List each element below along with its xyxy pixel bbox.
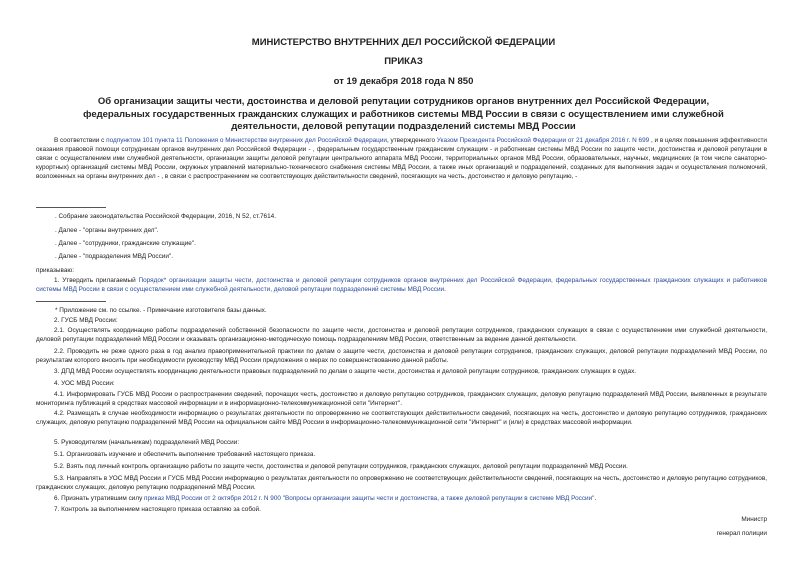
footnote: . Далее - "органы внутренних дел". xyxy=(55,227,159,234)
item-5-1: 5.1. Организовать изучение и обеспечить выполнение требований настоящего приказа. xyxy=(54,451,316,458)
item-2-2: 2.2. Проводить не реже одного раза в год анализ правоприменительной практики по делам о защите чести, достоинства и деловой репутации сотрудников, гражданских служащих, деловой репутации подразделений МВД России, по результатам которого вносить при необходимости руководству МВД России предложения о мерах по совершенствованию данной работы. xyxy=(36,348,767,364)
item-6-text: 6. Признать утратившим силу xyxy=(54,495,145,502)
preamble-link-decree[interactable]: Указом Президента Российской Федерации от 21 декабря 2016 г. N 699 xyxy=(436,137,650,144)
ministry-heading: МИНИСТЕРСТВО ВНУТРЕННИХ ДЕЛ РОССИЙСКОЙ ФЕДЕРАЦИИ xyxy=(251,37,556,48)
preamble-text-2: , утвержденного xyxy=(386,137,437,144)
item-6-end: . xyxy=(594,495,597,502)
item-6 xyxy=(36,494,767,503)
item-7: 7. Контроль за выполнением настоящего приказа оставляю за собой. xyxy=(54,506,261,513)
document-title: Об организации защиты чести, достоинства и деловой репутации сотрудников органов внутренних дел Российской Федерации, федеральных государственных гражданских служащих и работников системы МВД России в связи с осуществлением ими служебной деятельности, деловой репутации подразделений системы МВД России xyxy=(83,96,724,132)
item-1-link-procedure[interactable]: Порядок* организации защиты чести, достоинства и деловой репутации сотрудников органов внутренних дел Российской Федерации, федеральных государственных гражданских служащих и работников системы МВД России в связи с осуществлением ими служебной деятельности, деловой репутации подразделений системы МВД России xyxy=(36,277,767,293)
document-date-number: от 19 декабря 2018 года N 850 xyxy=(333,76,474,87)
document-type: ПРИКАЗ xyxy=(384,56,423,67)
footnote-divider xyxy=(36,301,106,302)
order-phrase: приказываю: xyxy=(36,267,74,274)
item-5-2: 5.2. Взять под личный контроль организацию работы по защите чести, достоинства и деловой репутации сотрудников, гражданских служащих, деловой репутации подразделений МВД России. xyxy=(54,463,628,470)
signature-title: Министр xyxy=(741,516,767,523)
signature-rank: генерал полиции xyxy=(716,530,767,537)
item-4-2: 4.2. Размещать в случае необходимости информацию о результатах деятельности по опровержению не соответствующих действительности сведений, посягающих на честь, достоинство и деловую репутацию сотрудников, гражданских служащих, деловую репутацию подразделений МВД России на официальном сайте МВД России в информационно-телекоммуникационной сети "Интернет" и (или) в средствах массовой информации. xyxy=(36,410,767,426)
preamble-link-regulation[interactable]: подпунктом 101 пункта 11 Положения о Министерстве внутренних дел Российской Федерации xyxy=(106,137,387,144)
footnote-appendix: * Приложение см. по ссылке. - Примечание изготовителя базы данных. xyxy=(55,307,267,314)
item-1-text: 1. Утвердить прилагаемый xyxy=(54,277,139,284)
item-5: 5. Руководителям (начальникам) подразделений МВД России: xyxy=(54,439,240,446)
preamble-text-1: В соответствии с xyxy=(54,137,107,144)
preamble xyxy=(36,136,767,181)
item-1 xyxy=(36,276,767,294)
footnote-divider xyxy=(36,207,106,208)
footnote: . Далее - "подразделения МВД России". xyxy=(55,253,173,260)
footnote: . Собрание законодательства Российской Федерации, 2016, N 52, ст.7614. xyxy=(55,213,276,220)
item-3: 3. ДПД МВД России осуществлять координацию деятельности правовых подразделений по делам о защите чести, достоинства и деловой репутации сотрудников, гражданских служащих в судах. xyxy=(54,368,637,375)
item-6-link-order[interactable]: приказ МВД России от 2 октября 2012 г. N 900 "Вопросы организации защиты чести и достоинства, а также деловой репутации в системе МВД России" xyxy=(144,495,595,502)
item-2-1: 2.1. Осуществлять координацию работы подразделений собственной безопасности по защите чести, достоинства и деловой репутации сотрудников, гражданских служащих в связи с осуществлением ими служебной деятельности, деловой репутации подразделений МВД России и оказывать организационно-методическую помощь подразделениям МВД России, ответственным за ведение данной деятельности. xyxy=(36,327,767,343)
preamble-text-3: , и в целях повышения эффективности оказания правовой помощи сотрудникам органов внутренних дел Российской Федерации - , федеральным государственным гражданским служащим - и работникам системы МВД России по защите чести, достоинства и деловой репутации в связи с осуществлением ими служебной деятельности, организации защиты деловой репутации центрального аппарата МВД России, территориальных органов МВД России, образовательных, научных, медицинских (в том числе санаторно-курортных) организаций системы МВД России, окружных управлений материально-технического снабжения системы МВД России, а также иных организаций и подразделений, созданных для выполнения задач и осуществления полномочий, возложенных на органы внутренних дел - , в связи с распространением не соответствующих действительности сведений, посягающих на честь, достоинство и деловую репутацию, - xyxy=(36,137,768,180)
item-5-3: 5.3. Направлять в УОС МВД России и ГУСБ МВД России информацию о результатах деятельности по опровержению не соответствующих действительности сведений, посягающих на честь, достоинство и деловую репутацию сотрудников, гражданских служащих, деловую репутацию подразделений МВД России. xyxy=(36,475,767,491)
item-1-end: . xyxy=(444,286,446,293)
footnote: . Далее - "сотрудники, гражданские служащие". xyxy=(55,240,196,247)
item-4: 4. УОС МВД России: xyxy=(54,380,115,387)
item-2: 2. ГУСБ МВД России: xyxy=(54,317,118,324)
item-4-1: 4.1. Информировать ГУСБ МВД России о распространении сведений, порочащих честь, достоинство и деловую репутацию сотрудников, гражданских служащих, деловую репутацию подразделений МВД России, выявленных в результате мониторинга публикаций в средствах массовой информации и в информационно-телекоммуникационной сети "Интернет". xyxy=(36,391,767,407)
